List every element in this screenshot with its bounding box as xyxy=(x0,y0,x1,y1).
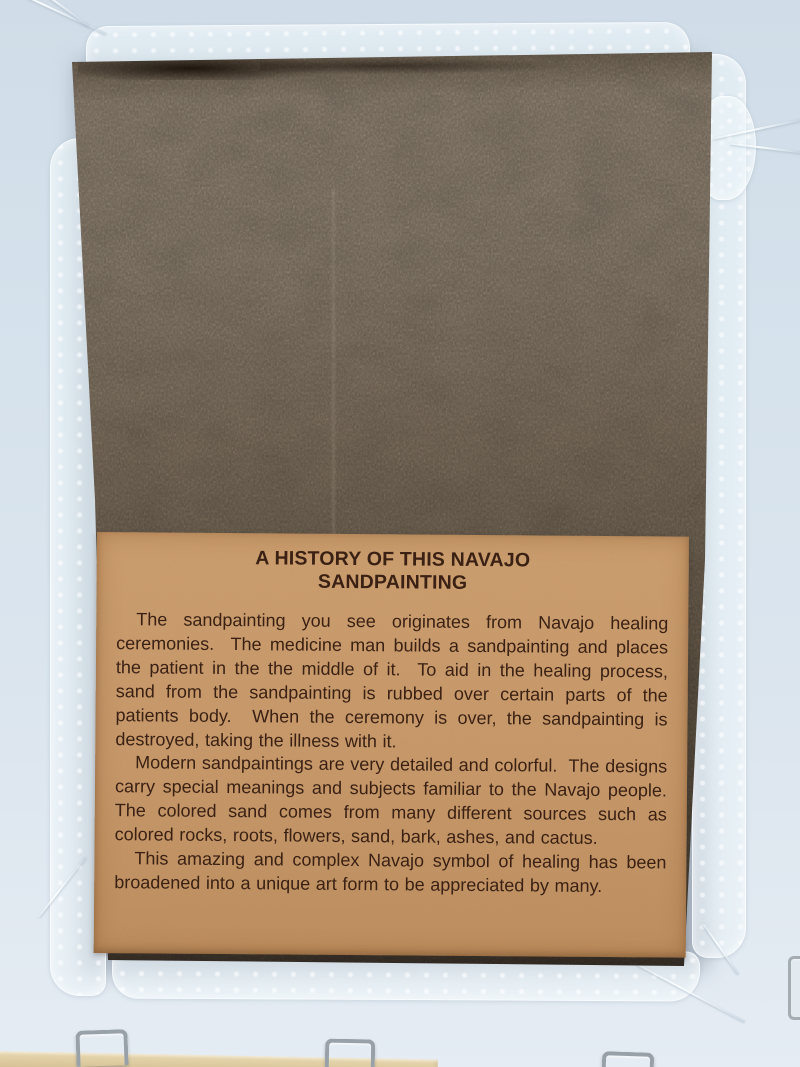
label-paragraph-2: Modern sandpaintings are very detailed and colorful. The designs carry special meanings and subjects familiar to the Navajo people. The colored sand comes from many different sources such as colored rocks, roots, flowers, sand, bark, ashes, and cactus. xyxy=(114,752,679,849)
plastic-wrinkle xyxy=(14,0,90,27)
felt-seam-streak xyxy=(332,188,335,588)
metal-bracket xyxy=(75,1029,128,1067)
history-label xyxy=(94,532,689,958)
label-paragraph-1: The sandpainting you see originates from Navajo healing ceremonies. The medicine man builds a sandpainting and places the patient in the the middle of it. To aid in the healing process, sand from the sandpainting is rubbed over certain parts of the patients body. When the ceremony is over, the sandpainting is destroyed, taking the illness with it. xyxy=(115,609,674,751)
label-paragraph-3: This amazing and complex Navajo symbol of healing has been broadened into a unique art form to be appreciated by many. xyxy=(114,848,673,896)
plastic-wrinkle xyxy=(0,0,107,35)
label-title xyxy=(117,546,669,596)
label-title-line-1: A HISTORY OF THIS NAVAJO xyxy=(255,547,531,572)
metal-bracket xyxy=(602,1051,655,1067)
metal-bracket-edge xyxy=(788,956,800,1020)
label-body xyxy=(114,608,679,899)
label-title-line-2: SANDPAINTING xyxy=(317,570,468,594)
felt-dark-smear xyxy=(260,58,560,74)
metal-bracket xyxy=(325,1039,376,1067)
